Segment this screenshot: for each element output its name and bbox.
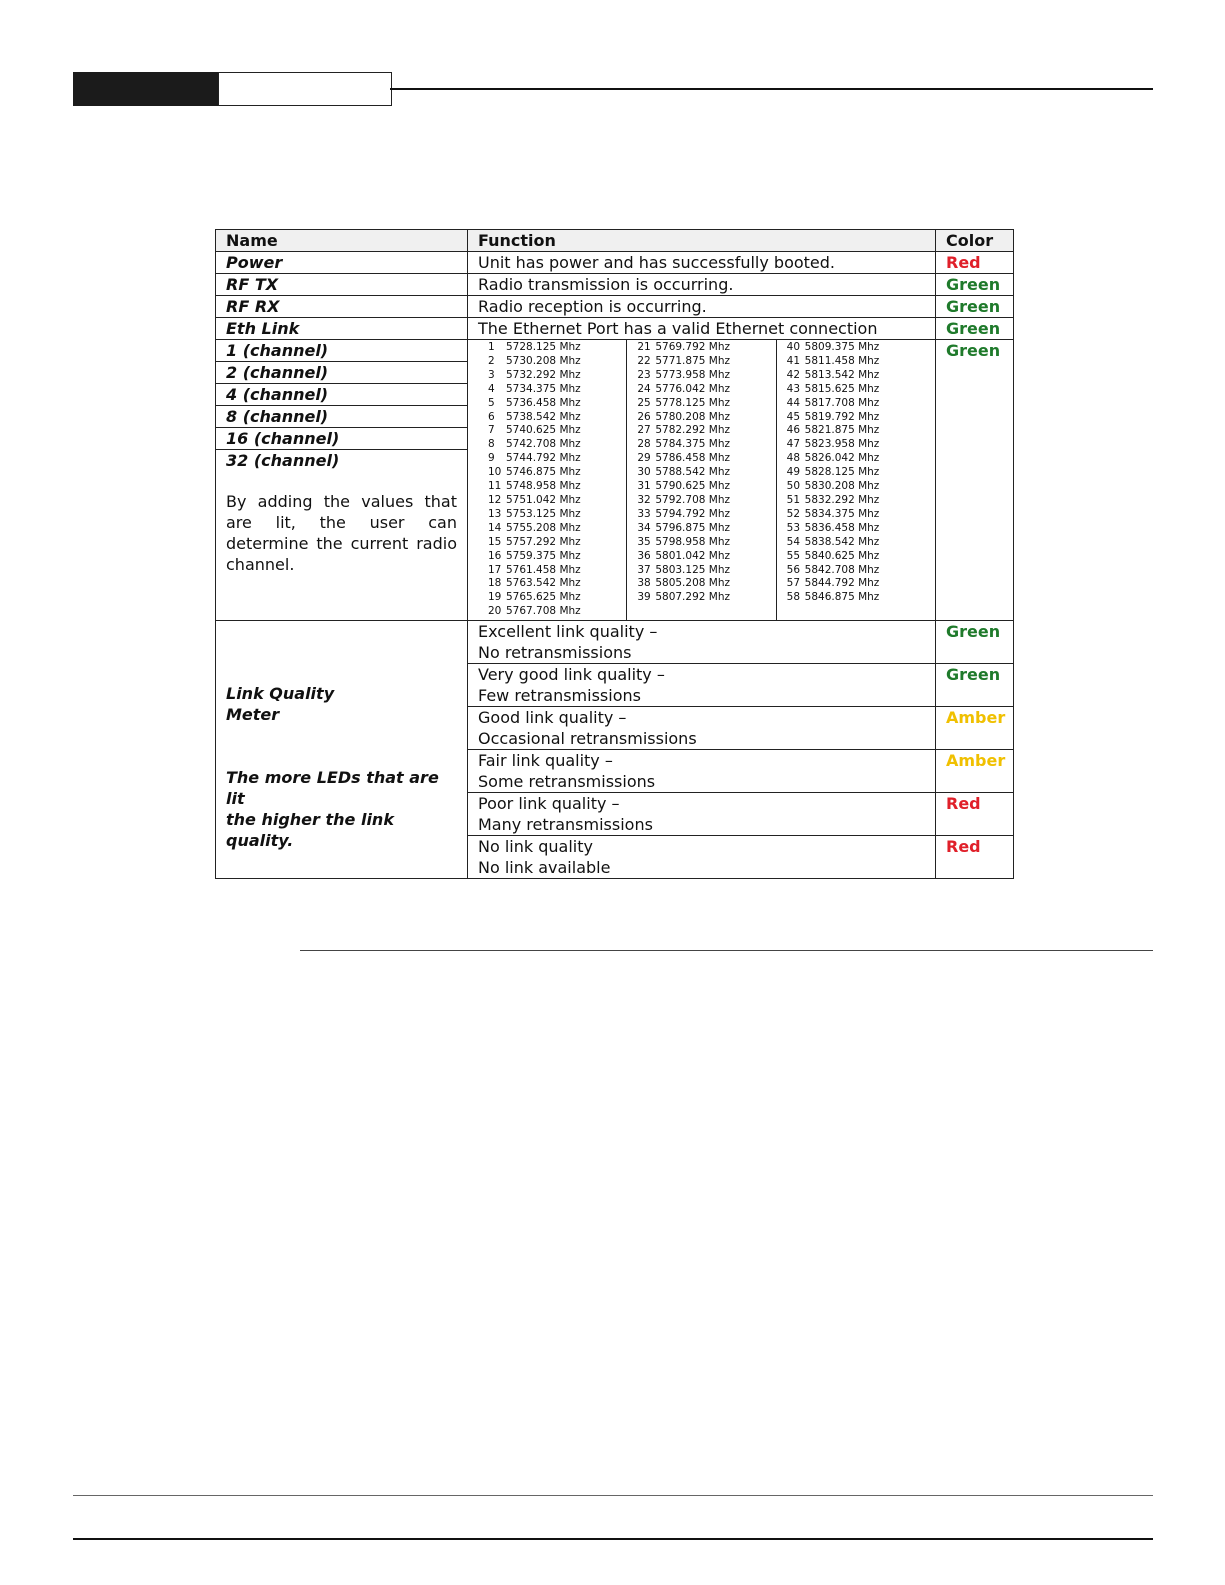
channel-number: 30	[637, 466, 651, 479]
channel-number: 21	[637, 341, 651, 353]
frequency-entry	[488, 383, 626, 397]
header-tab-light	[218, 72, 392, 106]
table-row	[216, 296, 1014, 318]
frequency-entry	[787, 383, 925, 397]
channel-frequency: 5809.375 Mhz	[804, 341, 880, 353]
channel-frequency: 5834.375 Mhz	[804, 507, 880, 520]
lq-line2: No retransmissions	[478, 643, 632, 662]
lq-line1: Poor link quality –	[478, 794, 620, 813]
frequency-entry	[787, 452, 925, 466]
channel-number: 56	[786, 563, 801, 576]
header-color: Color	[936, 230, 1014, 252]
frequency-entry	[488, 536, 626, 550]
channel-frequency: 5811.458 Mhz	[804, 354, 880, 367]
channel-color: Green	[936, 340, 1014, 621]
frequency-entry	[488, 564, 626, 578]
channel-frequency: 5842.708 Mhz	[804, 563, 880, 576]
row-name: RF RX	[216, 296, 468, 318]
channel-number: 36	[637, 549, 651, 562]
channel-frequency: 5794.792 Mhz	[655, 507, 730, 520]
link-quality-row	[216, 621, 1014, 664]
row-color: Green	[936, 296, 1014, 318]
channel-number: 24	[637, 382, 651, 395]
channel-frequency: 5805.208 Mhz	[655, 577, 730, 590]
link-quality-function	[468, 793, 936, 836]
lq-line2: Few retransmissions	[478, 686, 641, 705]
frequency-entry	[787, 411, 925, 425]
frequency-entry	[637, 383, 775, 397]
frequency-column-2	[627, 340, 776, 620]
link-quality-color: Green	[936, 664, 1014, 707]
frequency-entry	[488, 424, 626, 438]
frequency-entry	[787, 369, 925, 383]
channel-number: 45	[786, 410, 801, 423]
frequency-entry	[787, 355, 925, 369]
channel-frequency: 5728.125 Mhz	[506, 341, 581, 353]
channel-frequency: 5828.125 Mhz	[804, 466, 880, 479]
channel-number: 27	[637, 424, 651, 437]
channel-number: 11	[488, 480, 502, 493]
channel-number: 35	[637, 535, 651, 548]
frequency-entry	[787, 577, 925, 591]
channel-frequency: 5763.542 Mhz	[506, 577, 581, 590]
frequency-entry	[488, 522, 626, 536]
frequency-entry	[637, 424, 775, 438]
channel-number: 47	[786, 438, 801, 451]
channel-number: 1	[488, 341, 495, 353]
channel-number: 18	[488, 577, 502, 590]
channel-32-cell	[216, 450, 468, 621]
channel-frequency: 5765.625 Mhz	[506, 591, 581, 604]
frequency-entry	[787, 397, 925, 411]
channel-frequency: 5746.875 Mhz	[506, 466, 581, 479]
channel-number: 37	[637, 563, 651, 576]
channel-frequency: 5730.208 Mhz	[506, 354, 581, 367]
channel-number: 55	[786, 549, 801, 562]
frequency-entry	[637, 522, 775, 536]
frequency-entry	[637, 411, 775, 425]
frequency-entry	[787, 508, 925, 522]
frequency-entry	[488, 508, 626, 522]
row-name: RF TX	[216, 274, 468, 296]
channel-frequency: 5826.042 Mhz	[804, 452, 880, 465]
frequency-entry	[637, 355, 775, 369]
footer-rule-thick	[73, 1538, 1153, 1540]
row-function: The Ethernet Port has a valid Ethernet connection	[468, 318, 936, 340]
channel-number: 12	[488, 493, 502, 506]
frequency-entry	[488, 480, 626, 494]
frequency-entry	[488, 411, 626, 425]
row-name: Eth Link	[216, 318, 468, 340]
link-quality-color: Green	[936, 621, 1014, 664]
link-quality-color: Red	[936, 793, 1014, 836]
channel-row	[216, 340, 1014, 362]
frequency-entry	[787, 424, 925, 438]
channel-number: 53	[786, 521, 801, 534]
frequency-entry	[488, 369, 626, 383]
link-quality-function	[468, 836, 936, 879]
channel-number: 39	[637, 591, 651, 604]
channel-number: 5	[488, 396, 495, 409]
channel-number: 31	[637, 480, 651, 493]
header-rule	[390, 88, 1153, 90]
channel-frequency: 5813.542 Mhz	[804, 368, 880, 381]
channel-number: 8	[488, 438, 495, 451]
channel-number: 38	[637, 577, 651, 590]
frequency-entry	[637, 480, 775, 494]
lq-line2: No link available	[478, 858, 611, 877]
channel-frequency: 5776.042 Mhz	[655, 382, 730, 395]
channel-name-4: 4 (channel)	[216, 384, 468, 406]
frequency-entry	[637, 466, 775, 480]
frequency-entry	[637, 591, 775, 605]
table-row	[216, 274, 1014, 296]
channel-frequency: 5751.042 Mhz	[506, 493, 581, 506]
row-function: Radio transmission is occurring.	[468, 274, 936, 296]
channel-number: 42	[786, 368, 801, 381]
frequency-entry	[787, 550, 925, 564]
channel-number: 51	[786, 493, 801, 506]
frequency-entry	[787, 522, 925, 536]
frequency-entry	[488, 397, 626, 411]
table-row	[216, 252, 1014, 274]
channel-number: 40	[786, 341, 801, 353]
frequency-entry	[787, 591, 925, 605]
channel-frequency: 5784.375 Mhz	[655, 438, 730, 451]
lq-line2: Some retransmissions	[478, 772, 656, 791]
footer-rule-thin	[73, 1495, 1153, 1496]
channel-frequency: 5786.458 Mhz	[655, 452, 730, 465]
channel-frequency: 5844.792 Mhz	[804, 577, 880, 590]
link-quality-title-1: Link Quality	[226, 684, 335, 703]
channel-frequency: 5778.125 Mhz	[655, 396, 730, 409]
link-quality-color: Red	[936, 836, 1014, 879]
frequency-table	[468, 340, 936, 621]
channel-frequency: 5792.708 Mhz	[655, 493, 730, 506]
channel-frequency: 5798.958 Mhz	[655, 535, 730, 548]
channel-frequency: 5788.542 Mhz	[655, 466, 730, 479]
channel-frequency: 5796.875 Mhz	[655, 521, 730, 534]
lq-line1: Very good link quality –	[478, 665, 665, 684]
link-quality-function	[468, 664, 936, 707]
frequency-column-3	[777, 340, 925, 620]
channel-number: 41	[786, 354, 801, 367]
channel-frequency: 5761.458 Mhz	[506, 563, 581, 576]
link-quality-note-2: the higher the link quality.	[226, 810, 394, 850]
channel-frequency: 5838.542 Mhz	[804, 535, 880, 548]
frequency-entry	[488, 550, 626, 564]
channel-frequency: 5846.875 Mhz	[804, 591, 880, 604]
channel-number: 32	[637, 493, 651, 506]
channel-frequency: 5840.625 Mhz	[804, 549, 880, 562]
channel-frequency: 5740.625 Mhz	[506, 424, 581, 437]
link-quality-function	[468, 750, 936, 793]
channel-frequency: 5738.542 Mhz	[506, 410, 581, 423]
lq-line1: Fair link quality –	[478, 751, 613, 770]
channel-frequency: 5832.292 Mhz	[804, 493, 880, 506]
channel-number: 13	[488, 507, 502, 520]
channel-number: 43	[786, 382, 801, 395]
header-function: Function	[468, 230, 936, 252]
frequency-entry	[488, 466, 626, 480]
channel-number: 9	[488, 452, 495, 465]
channel-frequency: 5734.375 Mhz	[506, 382, 581, 395]
channel-frequency: 5755.208 Mhz	[506, 521, 581, 534]
channel-frequency: 5769.792 Mhz	[655, 341, 730, 353]
channel-number: 22	[637, 354, 651, 367]
lq-line1: Excellent link quality –	[478, 622, 658, 641]
channel-number: 48	[786, 452, 801, 465]
link-quality-function	[468, 621, 936, 664]
channel-frequency: 5753.125 Mhz	[506, 507, 581, 520]
channel-frequency: 5767.708 Mhz	[506, 605, 581, 618]
channel-number: 50	[786, 480, 801, 493]
frequency-entry	[637, 341, 775, 355]
channel-number: 10	[488, 466, 502, 479]
frequency-entry	[637, 397, 775, 411]
link-quality-note-1: The more LEDs that are lit	[226, 768, 439, 808]
channel-number: 25	[637, 396, 651, 409]
channel-frequency: 5823.958 Mhz	[804, 438, 880, 451]
channel-frequency: 5836.458 Mhz	[804, 521, 880, 534]
channel-number: 44	[786, 396, 801, 409]
channel-frequency: 5819.792 Mhz	[804, 410, 880, 423]
channel-number: 54	[786, 535, 801, 548]
frequency-entry	[637, 550, 775, 564]
channel-frequency: 5732.292 Mhz	[506, 368, 581, 381]
frequency-entry	[488, 577, 626, 591]
frequency-entry	[637, 577, 775, 591]
lq-line1: Good link quality –	[478, 708, 627, 727]
channel-frequency: 5815.625 Mhz	[804, 382, 880, 395]
frequency-entry	[637, 369, 775, 383]
frequency-entry	[488, 355, 626, 369]
channel-number: 14	[488, 521, 502, 534]
channel-number: 33	[637, 507, 651, 520]
channel-frequency: 5780.208 Mhz	[655, 410, 730, 423]
frequency-entry	[488, 438, 626, 452]
link-quality-color: Amber	[936, 707, 1014, 750]
channel-number: 46	[786, 424, 801, 437]
channel-number: 16	[488, 549, 502, 562]
frequency-entry	[787, 494, 925, 508]
channel-frequency: 5759.375 Mhz	[506, 549, 581, 562]
link-quality-name-cell	[216, 621, 468, 879]
channel-frequency: 5821.875 Mhz	[804, 424, 880, 437]
channel-frequency: 5742.708 Mhz	[506, 438, 581, 451]
row-color: Green	[936, 274, 1014, 296]
frequency-entry	[637, 508, 775, 522]
frequency-entry	[787, 341, 925, 355]
channel-number: 49	[786, 466, 801, 479]
frequency-entry	[787, 466, 925, 480]
link-quality-title-2: Meter	[226, 705, 280, 724]
channel-number: 6	[488, 410, 495, 423]
row-name: Power	[216, 252, 468, 274]
lq-line1: No link quality	[478, 837, 593, 856]
frequency-entry	[488, 591, 626, 605]
channel-number: 26	[637, 410, 651, 423]
channel-name-2: 2 (channel)	[216, 362, 468, 384]
channel-frequency: 5773.958 Mhz	[655, 368, 730, 381]
channel-number: 58	[786, 591, 801, 604]
channel-frequency: 5801.042 Mhz	[655, 549, 730, 562]
channel-name-1: 1 (channel)	[216, 340, 468, 362]
frequency-entry	[787, 536, 925, 550]
frequency-column-1	[478, 340, 627, 620]
channel-number: 34	[637, 521, 651, 534]
frequency-entry	[637, 536, 775, 550]
lq-line2: Occasional retransmissions	[478, 729, 697, 748]
frequency-entry	[787, 438, 925, 452]
channel-number: 28	[637, 438, 651, 451]
channel-name-16: 16 (channel)	[216, 428, 468, 450]
channel-frequency: 5817.708 Mhz	[804, 396, 880, 409]
row-function: Unit has power and has successfully booted.	[468, 252, 936, 274]
channel-frequency: 5744.792 Mhz	[506, 452, 581, 465]
channel-number: 2	[488, 354, 495, 367]
led-table	[215, 229, 1014, 879]
frequency-entry	[488, 605, 626, 619]
channel-number: 15	[488, 535, 502, 548]
frequency-entry	[488, 494, 626, 508]
channel-number: 23	[637, 368, 651, 381]
channel-frequency: 5782.292 Mhz	[655, 424, 730, 437]
row-function: Radio reception is occurring.	[468, 296, 936, 318]
frequency-entry	[637, 438, 775, 452]
channel-frequency: 5736.458 Mhz	[506, 396, 581, 409]
link-quality-function	[468, 707, 936, 750]
channel-name-32: 32 (channel)	[226, 451, 340, 470]
channel-number: 20	[488, 605, 502, 618]
channel-number: 19	[488, 591, 502, 604]
table-row	[216, 318, 1014, 340]
channel-frequency: 5771.875 Mhz	[655, 354, 730, 367]
frequency-entry	[637, 452, 775, 466]
channel-frequency: 5790.625 Mhz	[655, 480, 730, 493]
link-quality-color: Amber	[936, 750, 1014, 793]
channel-number: 52	[786, 507, 801, 520]
row-color: Red	[936, 252, 1014, 274]
section-rule	[300, 950, 1153, 951]
channel-number: 4	[488, 382, 495, 395]
row-color: Green	[936, 318, 1014, 340]
channel-number: 17	[488, 563, 502, 576]
channel-frequency: 5807.292 Mhz	[655, 591, 730, 604]
channel-number: 7	[488, 424, 495, 437]
channel-number: 3	[488, 368, 495, 381]
frequency-entry	[488, 341, 626, 355]
channel-number: 29	[637, 452, 651, 465]
frequency-entry	[787, 564, 925, 578]
lq-line2: Many retransmissions	[478, 815, 653, 834]
frequency-entry	[787, 480, 925, 494]
frequency-entry	[637, 564, 775, 578]
frequency-entry	[637, 494, 775, 508]
header-tab-dark	[73, 72, 218, 106]
channel-name-8: 8 (channel)	[216, 406, 468, 428]
channel-frequency: 5830.208 Mhz	[804, 480, 880, 493]
channel-note: By adding the values that are lit, the user can determine the current radio channel.	[226, 492, 457, 574]
frequency-entry	[488, 452, 626, 466]
channel-number: 57	[786, 577, 801, 590]
header-name: Name	[216, 230, 468, 252]
channel-frequency: 5757.292 Mhz	[506, 535, 581, 548]
channel-frequency: 5803.125 Mhz	[655, 563, 730, 576]
channel-frequency: 5748.958 Mhz	[506, 480, 581, 493]
